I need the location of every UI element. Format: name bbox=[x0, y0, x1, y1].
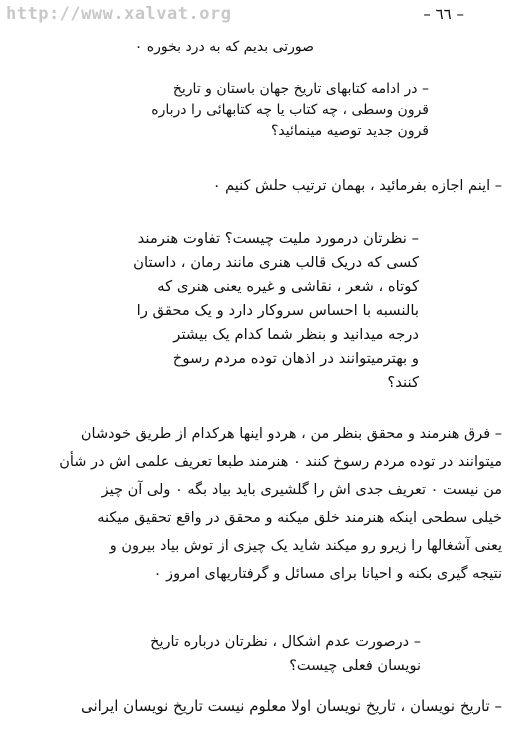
text-line: خیلی سطحی اینکه هنرمند خلق میکنه و محقق در واقع تحقیق میکنه bbox=[97, 510, 502, 526]
text-line: – درصورت عدم اشکال ، نظرتان درباره تاریخ bbox=[150, 634, 421, 650]
text-line: صورتی بدیم که به درد بخوره ٠ bbox=[134, 39, 314, 55]
text-line: قرون وسطی ، چه کتاب یا چه کتابهائی را درباره bbox=[151, 102, 429, 118]
text-line: کنند؟ bbox=[387, 374, 419, 391]
text-line: – فرق هنرمند و محقق بنظر من ، هردو اینها هرکدام از طریق خودشان bbox=[80, 426, 502, 442]
text-line: نویسان فعلی چیست؟ bbox=[289, 658, 421, 674]
text-line: من نیست ٠ تعریف جدی اش را گلشیری باید بیاد بگه ٠ ولی آن چیز bbox=[101, 482, 502, 498]
text-line: و بهترمیتوانند در اذهان توده مردم رسوخ bbox=[172, 350, 419, 367]
text-line: کسی که دریک قالب هنری مانند رمان ، داستان bbox=[133, 254, 419, 271]
text-line: یعنی آشغالها را زیرو رو میکند شاید یک چیزی از توش بیاد بیرون و bbox=[109, 538, 502, 554]
page-number: – ٦٦ – bbox=[423, 5, 464, 23]
text-line: – اینم اجازه بفرمائید ، بهمان ترتیب حلش کنیم ٠ bbox=[212, 178, 502, 194]
text-line: – تاریخ نویسان ، تاریخ نویسان اولا معلوم نیست تاریخ نویسان ایرانی bbox=[80, 697, 502, 715]
text-line: – نظرتان درمورد ملیت چیست؟ تفاوت هنرمند bbox=[137, 230, 419, 247]
text-line: قرون جدید توصیه مینمائید؟ bbox=[270, 123, 429, 139]
text-line: بالنسبه با احساس سروکار دارد و یک محقق را bbox=[136, 302, 419, 319]
text-line: درجه میدانید و بنظر شما کدام یک بیشتر bbox=[173, 326, 419, 343]
text-line: کوتاه ، شعر ، نقاشی و غیره یعنی هنری که bbox=[157, 278, 419, 295]
text-line: میتوانند در توده مردم رسوخ کنند ٠ هنرمند طبعا تعریف علمی اش در شأن bbox=[59, 454, 502, 470]
text-line: – در ادامه کتابهای تاریخ جهان باستان و تاریخ bbox=[172, 81, 429, 97]
text-line: نتیجه گیری بکنه و احیانا برای مسائل و گرفتاریهای امروز ٠ bbox=[153, 566, 502, 582]
watermark: http://www.xalvat.org bbox=[6, 4, 232, 24]
